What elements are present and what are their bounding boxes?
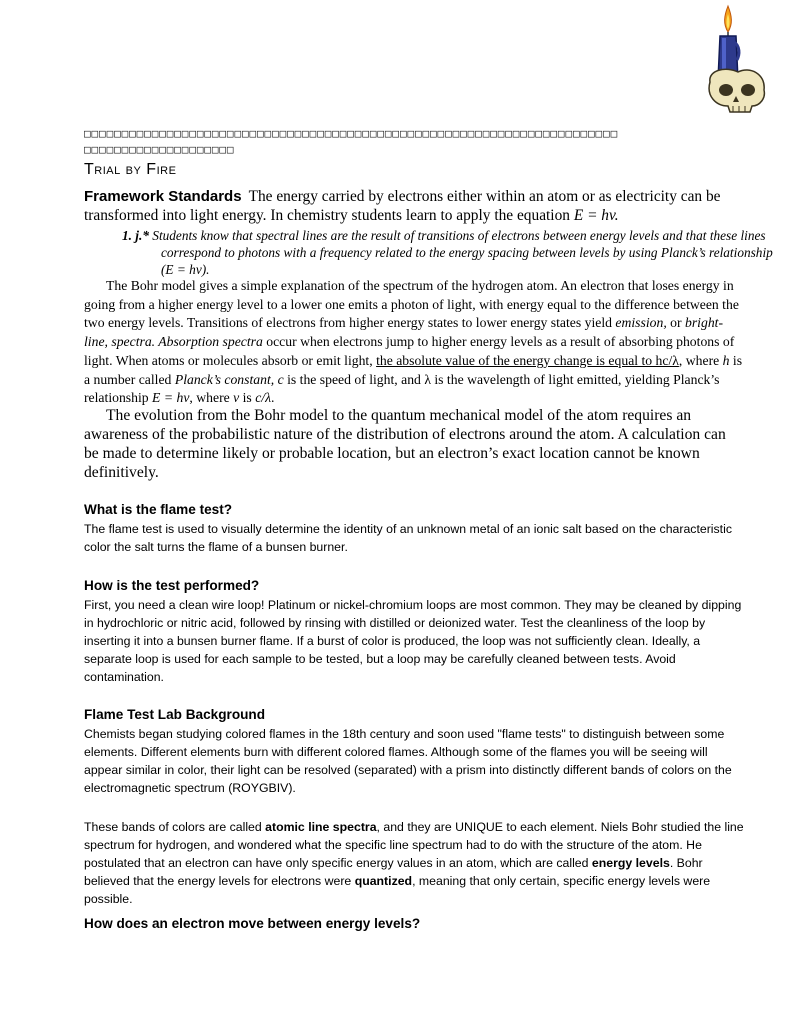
bohr-eq4: c/λ xyxy=(255,390,271,406)
candle-on-skull-icon xyxy=(700,2,778,114)
framework-heading: Framework Standards xyxy=(84,188,242,205)
bg2-text-c: , and they are UNIQUE to each element. Niels Bohr studied the line spectrum for hydrogen, and wondered what the specific line spectrum had to do with the structure of the atom. He postulated that an electron can have only specific energy values in an atom, which are called xyxy=(84,820,744,871)
background-paragraph-2 xyxy=(84,818,744,908)
bohr-text-1: The Bohr model gives a simple explanation of the spectrum of the hydrogen atom. An electron that loses energy in going from a higher energy level to a lower one emits a photon of light, with energy equal to the difference between the two energy levels. Transitions of electrons from higher energy states to lower energy states yield xyxy=(84,278,739,331)
bohr-planck: Planck’s constant, c xyxy=(174,371,284,387)
standard-label: 1. j.* xyxy=(122,228,149,243)
bohr-text-6: is the speed of light, and λ is the wavelength of light emitted, yielding Planck’s relationship xyxy=(84,371,720,406)
background-heading: Flame Test Lab Background xyxy=(84,707,266,722)
page-title: Trial by Fire xyxy=(84,161,177,178)
bohr-text-4: , where xyxy=(678,352,723,368)
bohr-eq2: E = hv xyxy=(152,390,190,406)
flame-test-heading: What is the flame test? xyxy=(84,502,233,517)
background-body: Chemists began studying colored flames in the 18th century and soon used "flame tests" to distinguish between some elements. Different elements burn with different colored flames. Although some of the flames you will be seeing will appear similar in color, their light can be resolved (separated) with a prism into distinctly different bands of colors on the electromagnetic spectrum (ROYGBIV). xyxy=(84,727,732,796)
performed-heading: How is the test performed? xyxy=(84,578,260,593)
bg2-text-e: . Bohr believed that the energy levels for electrons were xyxy=(84,856,703,889)
bohr-text-2: or xyxy=(666,315,685,331)
bg2-text-a: These bands of colors are called xyxy=(84,820,266,834)
bg2-text-g: , meaning that only certain, specific energy levels were possible. xyxy=(84,874,711,907)
bohr-emission: emission, xyxy=(615,315,667,331)
performed-body: First, you need a clean wire loop! Platinum or nickel-chromium loops are most common. They may be cleaned by dipping in hydrochloric or nitric acid, followed by rinsing with distilled or deionized water. Test the cleanliness of the loop by inserting it into a bunsen burner flame. If a burst of color is produced, the loop was not sufficiently clean. Ideally, a separate loop is used for each sample to be tested, but a loop may be carefully cleaned between tests. Avoid contamination. xyxy=(84,598,742,685)
bg2-quantized: quantized xyxy=(354,874,413,889)
flame-test-body: The flame test is used to visually determine the identity of an unknown metal of an ionic salt based on the characteristic color the salt turns the flame of a bunsen burner. xyxy=(84,522,732,555)
bohr-text-3: occur when electrons jump to higher energy levels as a result of absorbing photons of light. When atoms or molecules absorb or emit light, xyxy=(84,334,735,368)
framework-equation: E = hv. xyxy=(573,207,619,224)
bohr-text-8: is xyxy=(239,390,256,406)
evolution-paragraph: The evolution from the Bohr model to the quantum mechanical model of the atom requires an awareness of the probabilistic nature of the distribution of electrons around the atom. A calculation can be made to determine likely or probable location, but an electron’s exact location cannot be known definitively. xyxy=(84,407,726,481)
bohr-bright-line: bright-line, spectra. Absorption spectra xyxy=(84,315,724,350)
garbled-line-2: □□□□□□□□□□□□□□□□□□□□ xyxy=(84,143,235,156)
bohr-underlined: the absolute value of the energy change is equal to hc/λ xyxy=(376,352,679,368)
bohr-text-7: , where xyxy=(189,390,234,406)
garbled-header-text xyxy=(84,126,744,158)
bg2-energy-levels: energy levels xyxy=(591,856,670,871)
bohr-text-9: . xyxy=(271,390,275,406)
bg2-atomic-line-spectra: atomic line spectra xyxy=(265,820,377,834)
framework-text: The energy carried by electrons either within an atom or as electricity can be transformed into light energy. In chemistry students learn to apply the equation xyxy=(84,188,721,224)
standard-text: Students know that spectral lines are the result of transitions of electrons between energy levels and that these lines correspond to photons with a frequency related to the energy spacing between levels by using Planck’s relationship (E = hv). xyxy=(148,228,773,277)
bohr-text-5: is a number called xyxy=(84,352,743,387)
garbled-line-1: □□□□□□□□□□□□□□□□□□□□□□□□□□□□□□□□□□□□□□□□□□□□□□□□□□□□□□□□□□□□□□□□□□□□□□□ xyxy=(84,127,619,140)
bohr-model-paragraph xyxy=(84,277,744,408)
framework-standards-paragraph xyxy=(84,187,744,225)
bohr-h: h xyxy=(722,352,730,368)
move-heading: How does an electron move between energy levels? xyxy=(84,916,421,931)
standard-1j xyxy=(122,227,783,278)
bohr-eq3: v xyxy=(233,390,240,406)
